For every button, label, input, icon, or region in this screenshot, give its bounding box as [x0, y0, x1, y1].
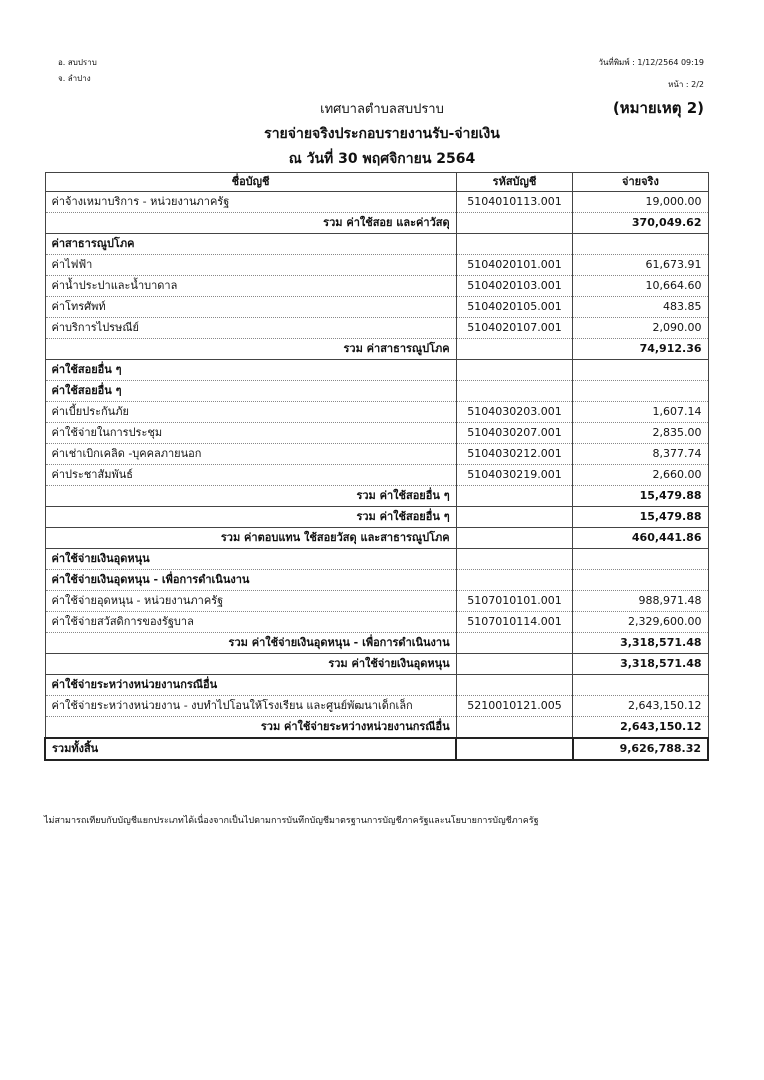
- amount-cell: [573, 549, 708, 570]
- account-code-cell: [456, 738, 573, 760]
- table-row: [45, 297, 708, 318]
- total-row: [45, 528, 708, 549]
- account-name-cell: ค่าน้ำประปาและน้ำบาดาล: [45, 276, 456, 297]
- col-header-account-name: ชื่อบัญชี: [45, 173, 456, 192]
- account-name-cell: ค่าใช้สอยอื่น ๆ: [45, 360, 456, 381]
- col-header-amount: จ่ายจริง: [573, 173, 708, 192]
- report-title: รายจ่ายจริงประกอบรายงานรับ-จ่ายเงิน: [264, 126, 500, 142]
- account-code-cell: [456, 213, 573, 234]
- table-row: [45, 612, 708, 633]
- amount-cell: [573, 675, 708, 696]
- amount-cell: 3,318,571.48: [573, 633, 708, 654]
- account-name-cell: รวม ค่าสาธารณูปโภค: [45, 339, 456, 360]
- account-code-cell: [456, 360, 573, 381]
- table-row: [45, 444, 708, 465]
- account-name-cell: ค่าใช้จ่ายสวัสดิการของรัฐบาล: [45, 612, 456, 633]
- total-row: [45, 213, 708, 234]
- amount-cell: 61,673.91: [573, 255, 708, 276]
- account-name-cell: ค่าใช้จ่ายระหว่างหน่วยงานกรณีอื่น: [45, 675, 456, 696]
- account-name-cell: รวม ค่าใช้สอย และค่าวัสดุ: [45, 213, 456, 234]
- total-row: [45, 717, 708, 739]
- account-code-cell: [456, 528, 573, 549]
- total-row: [45, 507, 708, 528]
- account-code-cell: 5104020105.001: [456, 297, 573, 318]
- account-code-cell: [456, 654, 573, 675]
- table-row: [45, 255, 708, 276]
- table-row: [45, 192, 708, 213]
- account-code-cell: [456, 381, 573, 402]
- amount-cell: 370,049.62: [573, 213, 708, 234]
- account-name-cell: ค่าใช้จ่ายเงินอุดหนุน: [45, 549, 456, 570]
- account-code-cell: [456, 234, 573, 255]
- account-code-cell: [456, 717, 573, 739]
- amount-cell: 15,479.88: [573, 507, 708, 528]
- account-name-cell: รวม ค่าใช้จ่ายเงินอุดหนุน: [45, 654, 456, 675]
- account-code-cell: 5107010101.001: [456, 591, 573, 612]
- account-code-cell: 5210010121.005: [456, 696, 573, 717]
- total-row: [45, 633, 708, 654]
- amount-cell: 988,971.48: [573, 591, 708, 612]
- amount-cell: 19,000.00: [573, 192, 708, 213]
- account-name-cell: รวม ค่าใช้จ่ายระหว่างหน่วยงานกรณีอื่น: [45, 717, 456, 739]
- account-name-cell: ค่าใช้จ่ายในการประชุม: [45, 423, 456, 444]
- amount-cell: 10,664.60: [573, 276, 708, 297]
- account-code-cell: [456, 549, 573, 570]
- account-name-cell: ค่าใช้จ่ายเงินอุดหนุน - เพื่อการดำเนินงาน: [45, 570, 456, 591]
- section-row: [45, 381, 708, 402]
- account-name-cell: ค่าใช้จ่ายอุดหนุน - หน่วยงานภาครัฐ: [45, 591, 456, 612]
- account-code-cell: 5104030219.001: [456, 465, 573, 486]
- account-code-cell: [456, 486, 573, 507]
- account-code-cell: [456, 570, 573, 591]
- section-row: [45, 549, 708, 570]
- account-name-cell: รวม ค่าตอบแทน ใช้สอยวัสดุ และสาธารณูปโภค: [45, 528, 456, 549]
- account-code-cell: 5104030207.001: [456, 423, 573, 444]
- table-header-row: [45, 173, 708, 192]
- account-name-cell: ค่าใช้สอยอื่น ๆ: [45, 381, 456, 402]
- account-name-cell: ค่าโทรศัพท์: [45, 297, 456, 318]
- section-row: [45, 675, 708, 696]
- amount-cell: 9,626,788.32: [573, 738, 708, 760]
- account-code-cell: 5104030203.001: [456, 402, 573, 423]
- amount-cell: 2,329,600.00: [573, 612, 708, 633]
- table-row: [45, 423, 708, 444]
- account-name-cell: รวม ค่าใช้สอยอื่น ๆ: [45, 507, 456, 528]
- office-name: เทศบาลตำบลสบปราบ: [320, 102, 444, 117]
- table-row: [45, 465, 708, 486]
- account-name-cell: รวม ค่าใช้จ่ายเงินอุดหนุน - เพื่อการดำเนินงาน: [45, 633, 456, 654]
- account-name-cell: ค่าเบี้ยประกันภัย: [45, 402, 456, 423]
- account-code-cell: 5107010114.001: [456, 612, 573, 633]
- account-name-cell: ค่าจ้างเหมาบริการ - หน่วยงานภาครัฐ: [45, 192, 456, 213]
- account-code-cell: 5104020103.001: [456, 276, 573, 297]
- total-row: [45, 486, 708, 507]
- account-name-cell: ค่าไฟฟ้า: [45, 255, 456, 276]
- table-row: [45, 696, 708, 717]
- section-row: [45, 570, 708, 591]
- table-row: [45, 402, 708, 423]
- ledger-body: [45, 192, 708, 761]
- note-label: (หมายเหตุ 2): [612, 99, 704, 117]
- district-label: อ. สบปราบ: [58, 58, 97, 67]
- print-date: วันที่พิมพ์ : 1/12/2564 09:19: [598, 58, 704, 67]
- account-code-cell: 5104020101.001: [456, 255, 573, 276]
- page-number: หน้า : 2/2: [668, 80, 704, 89]
- col-header-account-code: รหัสบัญชี: [456, 173, 573, 192]
- table-row: [45, 276, 708, 297]
- account-name-cell: ค่าสาธารณูปโภค: [45, 234, 456, 255]
- ledger-table: [44, 172, 709, 761]
- footer-note: ไม่สามารถเทียบกับบัญชีแยกประเภทได้เนื่องจากเป็นไปตามการบันทึกบัญชีมาตรฐานการบัญชีภาครัฐและนโยบายการบัญชีภาครัฐ: [44, 816, 539, 826]
- amount-cell: 1,607.14: [573, 402, 708, 423]
- account-code-cell: [456, 675, 573, 696]
- account-name-cell: ค่าบริการไปรษณีย์: [45, 318, 456, 339]
- amount-cell: 8,377.74: [573, 444, 708, 465]
- account-code-cell: [456, 339, 573, 360]
- account-code-cell: [456, 507, 573, 528]
- account-name-cell: ค่าประชาสัมพันธ์: [45, 465, 456, 486]
- province-label: จ. ลำปาง: [58, 74, 91, 83]
- total-row: [45, 654, 708, 675]
- account-code-cell: 5104030212.001: [456, 444, 573, 465]
- amount-cell: [573, 570, 708, 591]
- amount-cell: 460,441.86: [573, 528, 708, 549]
- amount-cell: 15,479.88: [573, 486, 708, 507]
- section-row: [45, 234, 708, 255]
- amount-cell: 2,090.00: [573, 318, 708, 339]
- account-name-cell: ค่าใช้จ่ายระหว่างหน่วยงาน - งบทำไปโอนให้โรงเรียน และศูนย์พัฒนาเด็กเล็ก: [45, 696, 456, 717]
- table-row: [45, 318, 708, 339]
- amount-cell: 2,660.00: [573, 465, 708, 486]
- amount-cell: [573, 234, 708, 255]
- amount-cell: 483.85: [573, 297, 708, 318]
- amount-cell: 74,912.36: [573, 339, 708, 360]
- account-code-cell: 5104020107.001: [456, 318, 573, 339]
- table-row: [45, 591, 708, 612]
- report-date: ณ วันที่ 30 พฤศจิกายน 2564: [288, 151, 476, 167]
- account-code-cell: [456, 633, 573, 654]
- account-name-cell: ค่าเช่าเบิกเคลิด -บุคคลภายนอก: [45, 444, 456, 465]
- total-row: [45, 339, 708, 360]
- account-name-cell: รวม ค่าใช้สอยอื่น ๆ: [45, 486, 456, 507]
- amount-cell: 2,835.00: [573, 423, 708, 444]
- account-name-cell: รวมทั้งสิ้น: [45, 738, 456, 760]
- amount-cell: [573, 381, 708, 402]
- account-code-cell: 5104010113.001: [456, 192, 573, 213]
- amount-cell: [573, 360, 708, 381]
- amount-cell: 3,318,571.48: [573, 654, 708, 675]
- amount-cell: 2,643,150.12: [573, 696, 708, 717]
- total-row: [45, 738, 708, 760]
- amount-cell: 2,643,150.12: [573, 717, 708, 739]
- section-row: [45, 360, 708, 381]
